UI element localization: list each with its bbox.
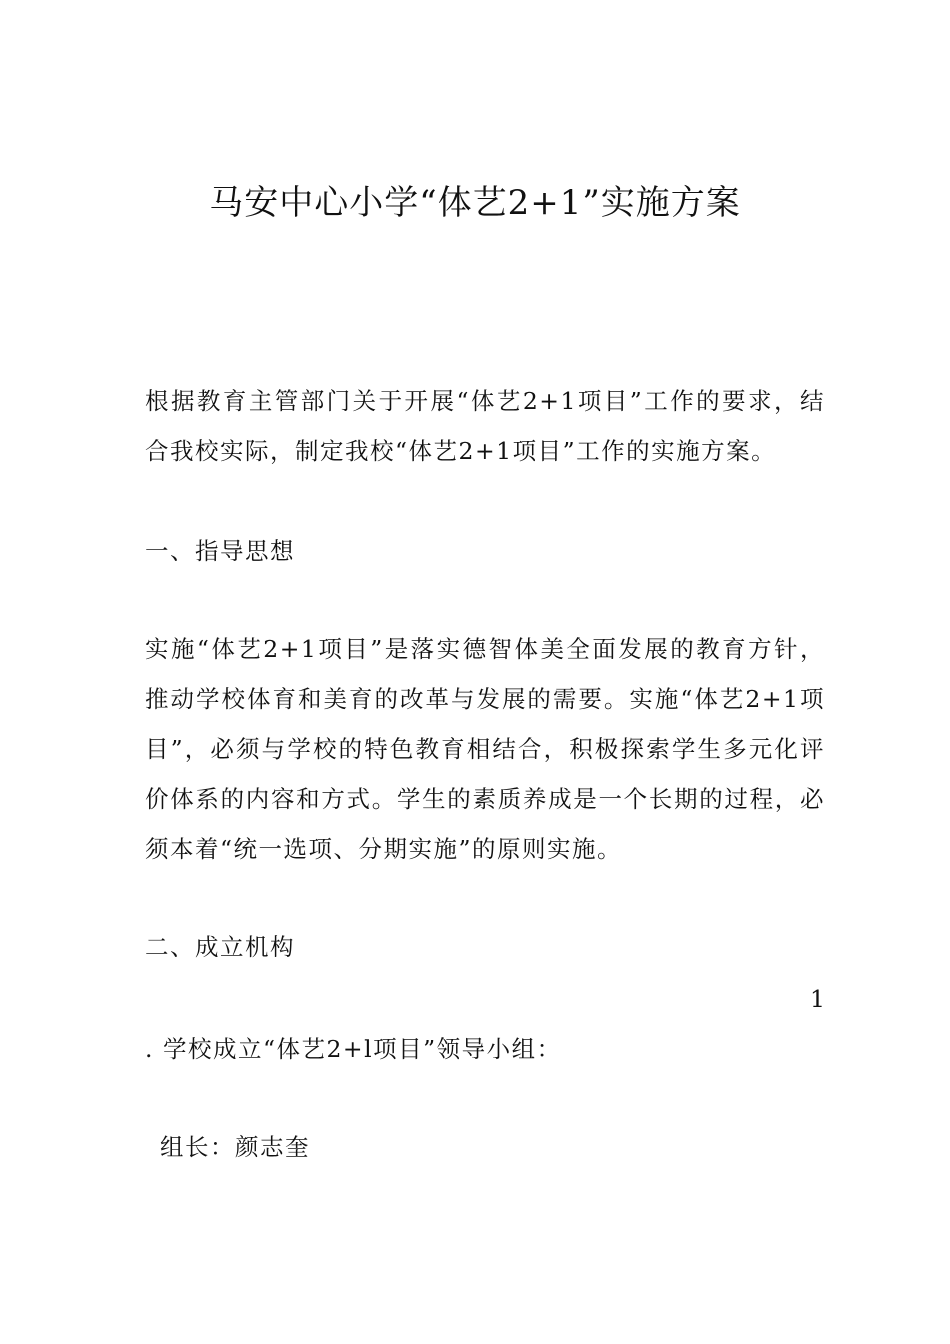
subsection-leading-group: . 学校成立“体艺2+l项目”领导小组： <box>145 1035 562 1063</box>
intro-paragraph: 根据教育主管部门关于开展“体艺2+1项目”工作的要求，结合我校实际，制定我校“体艺2+1项目”工作的实施方案。 <box>145 387 825 465</box>
section-heading-organization: 二、成立机构 <box>145 933 295 961</box>
leader-line: 组长：颜志奎 <box>160 1133 310 1161</box>
list-number: 1 <box>810 985 825 1013</box>
document-title: 马安中心小学“体艺2+1”实施方案 <box>209 183 741 223</box>
guiding-ideology-paragraph: 实施“体艺2+1项目”是落实德智体美全面发展的教育方针，推动学校体育和美育的改革与发展的需要。实施“体艺2+1项目”，必须与学校的特色教育相结合，积极探索学生多元化评价体系的内容和方式。学生的素质养成是一个长期的过程，必须本着“统一选项、分期实施”的原则实施。 <box>145 635 825 863</box>
section-heading-guiding-ideology: 一、指导思想 <box>145 537 295 565</box>
